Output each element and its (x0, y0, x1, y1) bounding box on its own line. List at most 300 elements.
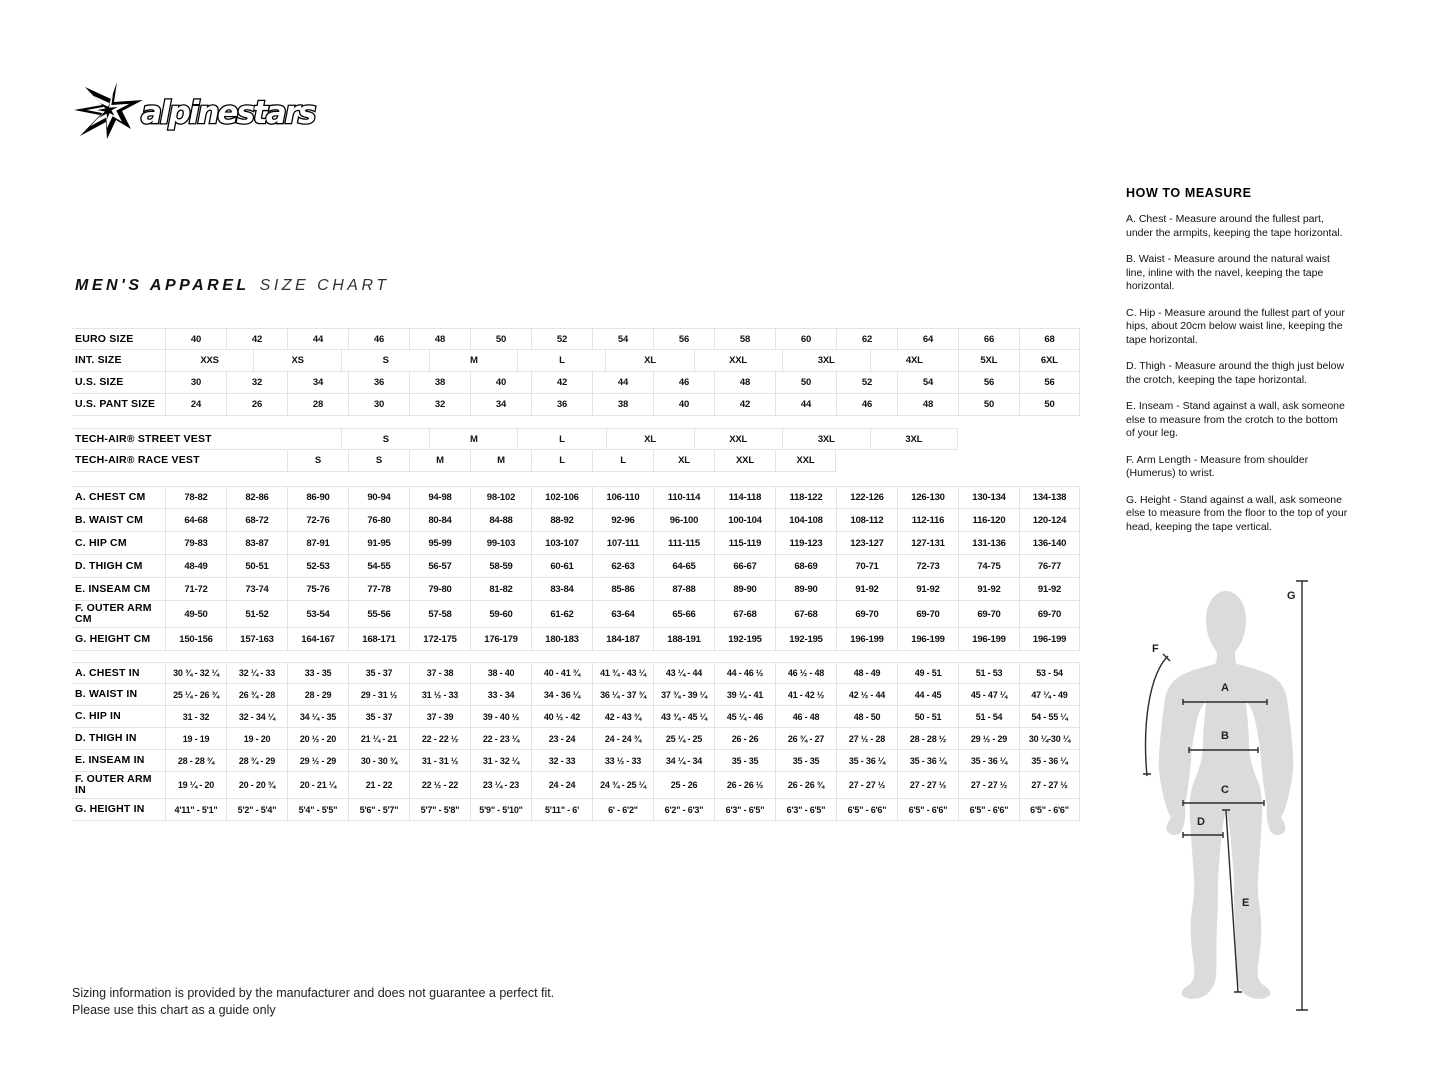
table-cell: XS (253, 350, 341, 372)
table-cell: 19 - 20 (226, 728, 287, 750)
table-cell: XXL (714, 450, 775, 472)
table-cell: 26 ¾ - 28 (226, 684, 287, 706)
table-cell: 5'11" - 6' (531, 799, 592, 821)
table-row (72, 428, 1082, 450)
table-cell: S (341, 350, 429, 372)
table-cell: 91-95 (348, 532, 409, 555)
table-cell: 58 (714, 328, 775, 350)
table-cell: 26 - 26 ½ (714, 772, 775, 799)
table-cell: 122-126 (836, 486, 897, 509)
table-cell: 39 - 40 ½ (470, 706, 531, 728)
table-cell: 49 - 51 (897, 662, 958, 684)
table-cell: 30 ¾ - 32 ¼ (165, 662, 226, 684)
row-label: TECH-AIR® STREET VEST (72, 428, 165, 450)
table-cell: 51-52 (226, 601, 287, 628)
table-cell: 35 - 36 ¼ (897, 750, 958, 772)
table-cell: 35 - 37 (348, 662, 409, 684)
table-cell: 48 (714, 372, 775, 394)
table-cell: 6'5" - 6'6" (897, 799, 958, 821)
table-cell: 37 ¾ - 39 ¼ (653, 684, 714, 706)
label-waist: B (1221, 730, 1229, 742)
table-cell: XXL (694, 350, 782, 372)
table-cell: 30 (348, 394, 409, 416)
table-cell: 44 - 45 (897, 684, 958, 706)
table-cell: 19 ¼ - 20 (165, 772, 226, 799)
row-label: E. INSEAM IN (72, 750, 165, 772)
row-label: INT. SIZE (72, 350, 165, 372)
table-cell: 62-63 (592, 555, 653, 578)
table-cell: 50 - 51 (897, 706, 958, 728)
table-cell: 22 - 22 ½ (409, 728, 470, 750)
label-chest: A (1221, 682, 1229, 694)
table-cell: 73-74 (226, 578, 287, 601)
table-cell: 50 (958, 394, 1019, 416)
page-title-main: MEN'S APPAREL (75, 277, 250, 294)
table-cell: 27 ½ - 28 (836, 728, 897, 750)
table-cell: 118-122 (775, 486, 836, 509)
row-label: C. HIP CM (72, 532, 165, 555)
table-cell: 115-119 (714, 532, 775, 555)
table-row (72, 706, 1082, 728)
table-cell: 5XL (958, 350, 1019, 372)
table-cell: 68-69 (775, 555, 836, 578)
table-cell: 5'7" - 5'8" (409, 799, 470, 821)
table-cell: 32 ¼ - 33 (226, 662, 287, 684)
how-to-measure-panel (1126, 186, 1348, 547)
table-row (72, 750, 1082, 772)
table-cell: 108-112 (836, 509, 897, 532)
table-cell: 98-102 (470, 486, 531, 509)
table-cell: 44 (287, 328, 348, 350)
height-line (1296, 581, 1308, 1010)
table-cell: 54 (592, 328, 653, 350)
table-cell: XXL (694, 428, 782, 450)
table-cell: 136-140 (1019, 532, 1080, 555)
table-cell: 6XL (1019, 350, 1080, 372)
table-row (72, 450, 1082, 472)
table-cell: 91-92 (897, 578, 958, 601)
measure-item: B. Waist - Measure around the natural waist line, inline with the navel, keeping the tape horizontal. (1126, 253, 1330, 292)
measure-list (1126, 213, 1348, 534)
table-cell: 80-84 (409, 509, 470, 532)
label-hip: C (1221, 784, 1229, 796)
row-label: EURO SIZE (72, 328, 165, 350)
table-cell: 46 (348, 328, 409, 350)
how-to-measure-title: HOW TO MEASURE (1126, 186, 1252, 200)
table-cell: 64-65 (653, 555, 714, 578)
table-cell: M (429, 428, 517, 450)
table-cell: 21 ¼ - 21 (348, 728, 409, 750)
table-cell: 52-53 (287, 555, 348, 578)
table-cell: 23 - 24 (531, 728, 592, 750)
table-row (72, 532, 1082, 555)
row-label: G. HEIGHT IN (72, 799, 165, 821)
table-cell: S (287, 450, 348, 472)
table-cell: 69-70 (836, 601, 897, 628)
table-row (72, 486, 1082, 509)
table-cell: 32 (409, 394, 470, 416)
row-label: E. INSEAM CM (72, 578, 165, 601)
table-cell: 81-82 (470, 578, 531, 601)
table-cell: 21 - 22 (348, 772, 409, 799)
table-cell: 22 ½ - 22 (409, 772, 470, 799)
logo-wordmark: alpinestars (141, 95, 315, 131)
table-cell: 3XL (782, 350, 870, 372)
table-cell: 85-86 (592, 578, 653, 601)
table-cell: 116-120 (958, 509, 1019, 532)
table-cell: 44 (775, 394, 836, 416)
table-cell: 102-106 (531, 486, 592, 509)
table-cell: 31 - 32 (165, 706, 226, 728)
table-cell: 47 ¼ - 49 (1019, 684, 1080, 706)
page-title-sub: SIZE CHART (259, 277, 390, 294)
table-cell: 37 - 38 (409, 662, 470, 684)
table-cell: 126-130 (897, 486, 958, 509)
table-cell: 51 - 53 (958, 662, 1019, 684)
table-cell: 35 - 36 ¼ (836, 750, 897, 772)
table-cell: 176-179 (470, 628, 531, 651)
table-cell: 6'5" - 6'6" (958, 799, 1019, 821)
table-cell: 43 ¾ - 45 ¼ (653, 706, 714, 728)
table-row (72, 372, 1082, 394)
table-cell: XL (606, 428, 694, 450)
table-cell: 100-104 (714, 509, 775, 532)
table-cell: 89-90 (714, 578, 775, 601)
size-table (72, 328, 1082, 821)
table-cell: 37 - 39 (409, 706, 470, 728)
table-cell: 52 (836, 372, 897, 394)
table-cell: 25 - 26 (653, 772, 714, 799)
table-cell: 46 ½ - 48 (775, 662, 836, 684)
measure-item: D. Thigh - Measure around the thigh just below the crotch, keeping the tape horizontal. (1126, 360, 1345, 386)
table-cell: 77-78 (348, 578, 409, 601)
table-cell: 112-116 (897, 509, 958, 532)
table-cell: 60 (775, 328, 836, 350)
table-cell: 62 (836, 328, 897, 350)
table-cell: 69-70 (958, 601, 1019, 628)
row-label: F. OUTER ARM IN (72, 772, 165, 799)
table-cell: 103-107 (531, 532, 592, 555)
table-cell: 35 - 36 ¼ (958, 750, 1019, 772)
table-cell: 66-67 (714, 555, 775, 578)
table-cell: 19 - 19 (165, 728, 226, 750)
table-cell: 92-96 (592, 509, 653, 532)
table-cell: 29 ½ - 29 (958, 728, 1019, 750)
page-title (75, 277, 389, 295)
table-cell: 48 - 49 (836, 662, 897, 684)
table-cell: 41 ¾ - 43 ¼ (592, 662, 653, 684)
table-cell: 131-136 (958, 532, 1019, 555)
table-cell: 34 - 36 ¼ (531, 684, 592, 706)
table-cell: 59-60 (470, 601, 531, 628)
table-cell (958, 428, 1080, 450)
table-cell: XXS (165, 350, 253, 372)
table-cell: 50-51 (226, 555, 287, 578)
table-cell: 72-76 (287, 509, 348, 532)
table-cell: 184-187 (592, 628, 653, 651)
table-cell: 6'5" - 6'6" (836, 799, 897, 821)
measure-item: A. Chest - Measure around the fullest part, under the armpits, keeping the tape horizontal. (1126, 213, 1343, 239)
table-cell: 35 - 36 ¼ (1019, 750, 1080, 772)
table-cell: 36 (348, 372, 409, 394)
table-cell: 111-115 (653, 532, 714, 555)
table-cell: S (348, 450, 409, 472)
table-cell: 20 ½ - 20 (287, 728, 348, 750)
table-cell: 30 - 30 ¾ (348, 750, 409, 772)
table-row (72, 578, 1082, 601)
table-cell: 33 ½ - 33 (592, 750, 653, 772)
table-cell: 45 ¼ - 46 (714, 706, 775, 728)
label-thigh: D (1197, 816, 1205, 828)
table-cell: 32 - 34 ¼ (226, 706, 287, 728)
table-cell: 46 - 48 (775, 706, 836, 728)
table-cell: 26 - 26 (714, 728, 775, 750)
table-cell: 67-68 (775, 601, 836, 628)
table-cell: 40 (653, 394, 714, 416)
table-cell: 6'3" - 6'5" (714, 799, 775, 821)
table-cell: 28 - 28 ¾ (165, 750, 226, 772)
table-cell: 29 ½ - 29 (287, 750, 348, 772)
table-cell: 31 - 31 ½ (409, 750, 470, 772)
table-cell: 134-138 (1019, 486, 1080, 509)
table-cell: 34 ¼ - 34 (653, 750, 714, 772)
table-cell: 6' - 6'2" (592, 799, 653, 821)
label-inseam: E (1242, 897, 1250, 909)
table-cell: 164-167 (287, 628, 348, 651)
table-row (72, 684, 1082, 706)
table-cell: 24 - 24 (531, 772, 592, 799)
table-cell: 42 - 43 ¾ (592, 706, 653, 728)
table-cell: 27 - 27 ½ (897, 772, 958, 799)
table-cell: 65-66 (653, 601, 714, 628)
table-cell: 64 (897, 328, 958, 350)
table-cell: 157-163 (226, 628, 287, 651)
table-row (72, 350, 1082, 372)
table-cell: 42 (531, 372, 592, 394)
table-cell: 32 - 33 (531, 750, 592, 772)
disclaimer (72, 985, 554, 1019)
table-row (72, 662, 1082, 684)
table-cell: 27 - 27 ½ (836, 772, 897, 799)
table-cell: 87-88 (653, 578, 714, 601)
table-cell: 51 - 54 (958, 706, 1019, 728)
table-cell: 32 (226, 372, 287, 394)
table-cell: L (517, 350, 605, 372)
alpinestars-star-icon (74, 82, 143, 139)
table-cell: 26 (226, 394, 287, 416)
table-row (72, 772, 1082, 799)
table-cell: 56 (1019, 372, 1080, 394)
table-cell: 38 (592, 394, 653, 416)
table-cell: 79-83 (165, 532, 226, 555)
table-cell: 49-50 (165, 601, 226, 628)
row-label: D. THIGH IN (72, 728, 165, 750)
table-cell: 34 (287, 372, 348, 394)
table-cell: 38 (409, 372, 470, 394)
table-cell: 28 ¾ - 29 (226, 750, 287, 772)
table-cell: 50 (470, 328, 531, 350)
disclaimer-line2: Please use this chart as a guide only (72, 1003, 276, 1017)
table-cell: 42 (226, 328, 287, 350)
table-cell: 114-118 (714, 486, 775, 509)
table-gap (72, 651, 1082, 662)
table-cell: 42 ½ - 44 (836, 684, 897, 706)
table-row (72, 799, 1082, 821)
table-cell: 6'3" - 6'5" (775, 799, 836, 821)
table-cell: 45 - 47 ¼ (958, 684, 1019, 706)
table-cell: 150-156 (165, 628, 226, 651)
table-cell: 84-88 (470, 509, 531, 532)
table-cell: 4XL (870, 350, 958, 372)
table-cell: 3XL (870, 428, 958, 450)
table-cell: 196-199 (1019, 628, 1080, 651)
table-cell: 61-62 (531, 601, 592, 628)
table-cell: 55-56 (348, 601, 409, 628)
table-cell: 44 (592, 372, 653, 394)
table-gap (72, 472, 1082, 486)
table-cell: 91-92 (836, 578, 897, 601)
table-cell: 44 - 46 ½ (714, 662, 775, 684)
table-row (72, 328, 1082, 350)
body-measurement-diagram (1130, 572, 1445, 1030)
table-cell: 31 ½ - 33 (409, 684, 470, 706)
measure-item: E. Inseam - Stand against a wall, ask someone else to measure from the crotch to the bottom of your leg. (1126, 400, 1345, 439)
table-cell: 50 (775, 372, 836, 394)
table-cell: 34 ¼ - 35 (287, 706, 348, 728)
table-cell: 36 (531, 394, 592, 416)
table-cell: 79-80 (409, 578, 470, 601)
table-cell: 24 (165, 394, 226, 416)
table-cell: 67-68 (714, 601, 775, 628)
table-cell: 42 (714, 394, 775, 416)
table-cell: 33 - 34 (470, 684, 531, 706)
row-label: TECH-AIR® RACE VEST (72, 450, 165, 472)
table-cell: 168-171 (348, 628, 409, 651)
table-cell: 28 - 29 (287, 684, 348, 706)
row-label: B. WAIST CM (72, 509, 165, 532)
table-cell: 96-100 (653, 509, 714, 532)
table-cell: L (592, 450, 653, 472)
table-gap (72, 416, 1082, 428)
table-cell: 20 - 20 ¾ (226, 772, 287, 799)
table-cell: 90-94 (348, 486, 409, 509)
table-cell: XXL (775, 450, 836, 472)
table-cell: 76-77 (1019, 555, 1080, 578)
table-cell: 70-71 (836, 555, 897, 578)
table-cell: 56-57 (409, 555, 470, 578)
table-cell: 40 - 41 ¾ (531, 662, 592, 684)
table-cell: 48 (409, 328, 470, 350)
table-cell: 5'9" - 5'10" (470, 799, 531, 821)
table-cell: 87-91 (287, 532, 348, 555)
table-cell: 172-175 (409, 628, 470, 651)
table-cell: 30 (165, 372, 226, 394)
table-cell: 52 (531, 328, 592, 350)
table-cell: 54 - 55 ¼ (1019, 706, 1080, 728)
label-arm: F (1152, 643, 1159, 655)
table-cell: 119-123 (775, 532, 836, 555)
table-cell: 74-75 (958, 555, 1019, 578)
table-cell: 6'5" - 6'6" (1019, 799, 1080, 821)
table-cell: 83-87 (226, 532, 287, 555)
table-cell: 54-55 (348, 555, 409, 578)
disclaimer-line1: Sizing information is provided by the manufacturer and does not guarantee a perfect fit. (72, 986, 555, 1000)
table-cell: 5'2" - 5'4" (226, 799, 287, 821)
table-cell: 56 (958, 372, 1019, 394)
table-cell: 64-68 (165, 509, 226, 532)
label-height: G (1287, 590, 1296, 602)
table-cell: 48 (897, 394, 958, 416)
table-cell: 40 (470, 372, 531, 394)
table-cell: 192-195 (775, 628, 836, 651)
table-cell: 196-199 (836, 628, 897, 651)
measure-item: G. Height - Stand against a wall, ask someone else to measure from the floor to the top of your head, keeping the tape vertical. (1126, 493, 1348, 533)
table-cell: 43 ¼ - 44 (653, 662, 714, 684)
table-cell: L (531, 450, 592, 472)
table-cell: 28 - 28 ½ (897, 728, 958, 750)
table-cell: 25 ¼ - 26 ¾ (165, 684, 226, 706)
table-cell: 83-84 (531, 578, 592, 601)
table-cell: S (341, 428, 429, 450)
table-row (72, 509, 1082, 532)
row-label: U.S. PANT SIZE (72, 394, 165, 416)
table-cell: 34 (470, 394, 531, 416)
row-label: C. HIP IN (72, 706, 165, 728)
row-label: U.S. SIZE (72, 372, 165, 394)
table-cell: 120-124 (1019, 509, 1080, 532)
table-cell: 26 - 26 ¾ (775, 772, 836, 799)
table-cell: 130-134 (958, 486, 1019, 509)
table-cell: 36 ¼ - 37 ¾ (592, 684, 653, 706)
table-cell: 58-59 (470, 555, 531, 578)
table-cell: 127-131 (897, 532, 958, 555)
table-cell: 57-58 (409, 601, 470, 628)
table-cell: 29 - 31 ½ (348, 684, 409, 706)
table-cell: 27 - 27 ½ (958, 772, 1019, 799)
table-cell: 27 - 27 ½ (1019, 772, 1080, 799)
table-row (72, 601, 1082, 628)
table-cell: 4'11" - 5'1" (165, 799, 226, 821)
table-row (72, 628, 1082, 651)
table-cell: 69-70 (897, 601, 958, 628)
table-cell: 89-90 (775, 578, 836, 601)
row-label: F. OUTER ARM CM (72, 601, 165, 628)
table-cell: 48 - 50 (836, 706, 897, 728)
row-label: A. CHEST CM (72, 486, 165, 509)
table-cell (836, 450, 1080, 472)
table-cell: XL (653, 450, 714, 472)
table-cell: 22 - 23 ¼ (470, 728, 531, 750)
row-label: A. CHEST IN (72, 662, 165, 684)
table-cell: 24 - 24 ¾ (592, 728, 653, 750)
table-cell: 110-114 (653, 486, 714, 509)
table-cell: L (517, 428, 605, 450)
table-cell: 123-127 (836, 532, 897, 555)
table-cell: 91-92 (1019, 578, 1080, 601)
row-label: B. WAIST IN (72, 684, 165, 706)
table-cell: 60-61 (531, 555, 592, 578)
table-cell: 75-76 (287, 578, 348, 601)
table-cell: 76-80 (348, 509, 409, 532)
table-cell: 40 ½ - 42 (531, 706, 592, 728)
table-cell: 40 (165, 328, 226, 350)
table-cell: 66 (958, 328, 1019, 350)
measure-item: C. Hip - Measure around the fullest part of your hips, about 20cm below waist line, keeping the tape horizontal. (1126, 306, 1345, 346)
table-cell: 53 - 54 (1019, 662, 1080, 684)
table-cell: 68-72 (226, 509, 287, 532)
table-cell: 6'2" - 6'3" (653, 799, 714, 821)
table-cell: 50 (1019, 394, 1080, 416)
